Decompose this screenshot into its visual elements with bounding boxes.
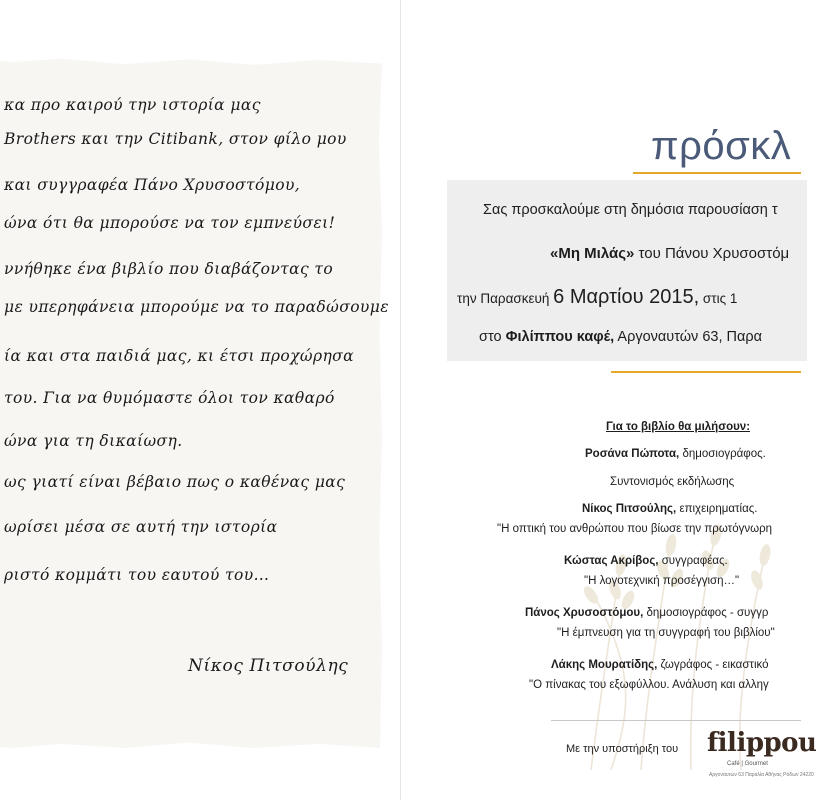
signature: Νίκος Πιτσούλης: [188, 656, 349, 676]
letter-line: ριστό κομμάτι του εαυτού του…: [4, 566, 270, 584]
letter-line: Brothers και την Citibank, στον φίλο μου: [4, 130, 347, 148]
speaker-name: Πάνος Χρυσοστόμου,: [525, 607, 644, 619]
letter-line: με υπερηφάνεια μπορούμε να το παραδώσουμε: [4, 298, 389, 316]
book-title: «Μη Μιλάς»: [550, 245, 635, 262]
speaker-role: συγγραφέας.: [661, 555, 728, 567]
letter-line: ώνα για τη δικαίωση.: [4, 432, 183, 450]
speakers-heading: Για το βιβλίο θα μιλήσουν:: [606, 421, 751, 433]
footer-divider: [551, 720, 801, 721]
logo-tagline: Café | Gourmet: [727, 761, 768, 767]
accent-rule-top: [633, 172, 801, 174]
speaker-role: ζωγράφος - εικαστικό: [660, 659, 769, 671]
speaker-role: δημοσιογράφος.: [682, 448, 766, 460]
book-line: [550, 245, 789, 262]
speaker-entry: [582, 503, 757, 515]
day-prefix: την Παρασκευή: [457, 291, 550, 306]
venue-line: [479, 329, 762, 345]
speaker-entry: [525, 607, 768, 619]
letter-line: του. Για να θυμόμαστε όλοι τον καθαρό: [4, 389, 335, 407]
letter-line: ωρίσει μέσα σε αυτή την ιστορία: [4, 518, 278, 536]
speaker-note: "Η οπτική του ανθρώπου που βίωσε την πρωτόγνωρη: [497, 523, 773, 535]
letter-line: ία και στα παιδιά μας, κι έτσι προχώρησα: [4, 347, 355, 365]
speaker-entry: [564, 555, 728, 567]
speaker-name: Ροσάνα Πώποτα,: [585, 448, 680, 460]
logo-wordmark: filippou: [707, 728, 816, 758]
date-line: [457, 286, 737, 309]
speaker-note: Συντονισμός εκδήλωσης: [610, 476, 735, 488]
speaker-entry: [551, 659, 769, 671]
letter-line: ννήθηκε ένα βιβλίο που διαβάζοντας το: [4, 260, 334, 278]
speaker-name: Νίκος Πιτσούλης,: [582, 503, 677, 515]
wheat-illustration: [551, 470, 801, 770]
invitation-title: πρόσκλ: [651, 124, 792, 168]
speaker-name: Κώστας Ακρίβος,: [564, 555, 659, 567]
invitation-intro: Σας προσκαλούμε στη δημόσια παρουσίαση τ: [483, 202, 778, 218]
venue-prefix: στο: [479, 329, 502, 345]
logo-address: Αργοναυτών 63 Παραλία Αθήνας Ρόδων 24220: [709, 772, 814, 778]
speaker-role: επιχειρηματίας.: [679, 503, 758, 515]
time-prefix: στις 1: [702, 291, 738, 306]
speaker-note: "Η λογοτεχνική προσέγγιση…": [584, 575, 740, 587]
speaker-name: Λάκης Μουρατίδης,: [551, 659, 658, 671]
letter-page: [0, 0, 400, 800]
support-text: Με την υποστήριξη του: [566, 743, 679, 755]
speaker-note: "Ο πίνακας του εξωφύλλου. Ανάλυση και αλληγ: [529, 679, 769, 691]
book-author: του Πάνου Χρυσοστόμ: [638, 245, 790, 262]
accent-rule-bottom: [611, 371, 801, 373]
letter-line: ώνα ότι θα μπορούσε να τον εμπνεύσει!: [4, 214, 336, 232]
speaker-role: δημοσιογράφος - συγγρ: [646, 607, 769, 619]
invitation-page: [400, 0, 816, 800]
venue-name: Φιλίππου καφέ,: [505, 329, 615, 345]
filippou-logo: [707, 728, 816, 790]
letter-line: ως γιατί είναι βέβαιο πως ο καθένας μας: [4, 473, 346, 491]
speaker-note: "Η έμπνευση για τη συγγραφή του βιβλίου": [557, 627, 775, 639]
letter-line: κα προ καιρού την ιστορία μας: [4, 96, 261, 114]
letter-line: και συγγραφέα Πάνο Χρυσοστόμου,: [4, 176, 301, 194]
venue-address: Αργοναυτών 63, Παρα: [617, 329, 763, 345]
event-date: 6 Μαρτίου 2015,: [553, 286, 700, 308]
speaker-entry: [585, 448, 766, 460]
